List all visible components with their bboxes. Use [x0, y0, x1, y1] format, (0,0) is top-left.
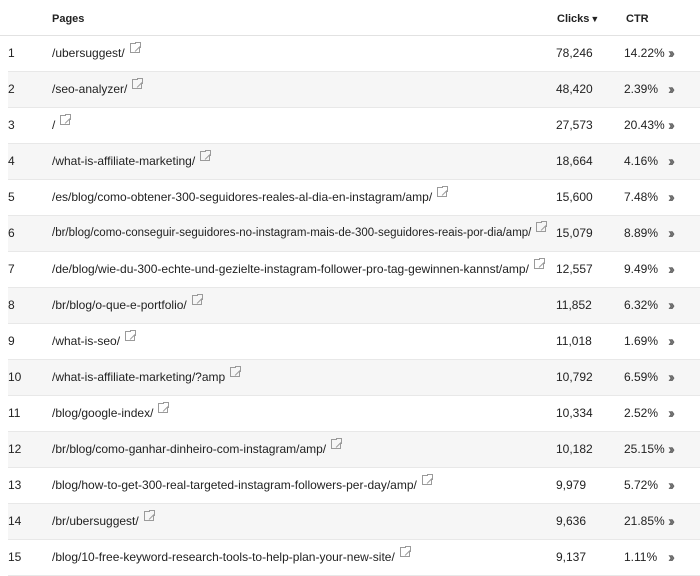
- row-rank: 4: [8, 154, 15, 168]
- external-link-icon[interactable]: [192, 295, 202, 305]
- table-row: [8, 468, 700, 504]
- external-link-icon[interactable]: [158, 403, 168, 413]
- row-rank: 2: [8, 82, 15, 96]
- chevron-glyph: ››: [668, 477, 672, 494]
- chevron-glyph: ››: [668, 45, 672, 62]
- table-body: [0, 36, 700, 576]
- row-page-path[interactable]: /br/blog/como-conseguir-seguidores-no-instagram-mais-de-300-seguidores-reais-por-dia/amp/: [52, 227, 532, 239]
- chevron-glyph: ››: [668, 333, 672, 350]
- row-page: [52, 396, 168, 431]
- column-header-pages: Pages: [52, 13, 85, 25]
- row-clicks: 11,852: [556, 298, 592, 312]
- row-ctr: 21.85%: [624, 514, 665, 528]
- row-page-path[interactable]: /br/ubersuggest/: [52, 514, 139, 528]
- row-ctr: 4.16%: [624, 154, 659, 168]
- row-page: [52, 504, 154, 539]
- row-ctr: 25.15%: [624, 442, 665, 456]
- double-chevron-right-icon[interactable]: [668, 396, 672, 431]
- external-link-icon[interactable]: [331, 439, 341, 449]
- double-chevron-right-icon[interactable]: [668, 72, 672, 107]
- row-rank: 1: [8, 46, 15, 60]
- row-ctr: 9.49%: [624, 262, 659, 276]
- double-chevron-right-icon[interactable]: [668, 252, 672, 287]
- external-link-icon[interactable]: [144, 511, 154, 521]
- external-link-icon[interactable]: [536, 222, 546, 232]
- row-clicks: 78,246: [556, 46, 593, 60]
- chevron-glyph: ››: [668, 81, 672, 98]
- external-link-arrow: [541, 225, 547, 231]
- row-page-path[interactable]: /blog/how-to-get-300-real-targeted-instagram-followers-per-day/amp/: [52, 478, 417, 492]
- row-ctr: 7.48%: [624, 190, 659, 204]
- row-page: [52, 144, 210, 179]
- row-ctr: 5.72%: [624, 478, 659, 492]
- double-chevron-right-icon[interactable]: [668, 216, 672, 251]
- table-row: [8, 216, 700, 252]
- double-chevron-right-icon[interactable]: [668, 504, 672, 539]
- external-link-arrow: [163, 406, 169, 412]
- row-page: [52, 180, 447, 215]
- external-link-arrow: [427, 478, 433, 484]
- double-chevron-right-icon[interactable]: [668, 288, 672, 323]
- table-row: [8, 108, 700, 144]
- external-link-arrow: [134, 46, 140, 52]
- row-page-path[interactable]: /br/blog/como-ganhar-dinheiro-com-instagram/amp/: [52, 442, 327, 456]
- external-link-icon[interactable]: [534, 259, 544, 269]
- row-clicks: 11,018: [556, 334, 592, 348]
- external-link-icon[interactable]: [422, 475, 432, 485]
- chevron-glyph: ››: [668, 117, 672, 134]
- row-page: [52, 72, 142, 107]
- table-row: [8, 72, 700, 108]
- table-header: [0, 0, 700, 36]
- external-link-icon[interactable]: [437, 187, 447, 197]
- row-page: [52, 288, 202, 323]
- double-chevron-right-icon[interactable]: [668, 36, 672, 71]
- chevron-glyph: ››: [668, 369, 672, 386]
- row-page-path[interactable]: /es/blog/como-obtener-300-seguidores-reales-al-dia-en-instagram/amp/: [52, 190, 433, 204]
- external-link-icon[interactable]: [130, 43, 140, 53]
- row-clicks: 12,557: [556, 262, 593, 276]
- external-link-arrow: [405, 550, 411, 556]
- row-ctr: 1.11%: [624, 550, 658, 564]
- column-header-ctr: CTR: [626, 13, 649, 25]
- double-chevron-right-icon[interactable]: [668, 108, 672, 143]
- row-page-path[interactable]: /ubersuggest/: [52, 46, 125, 60]
- external-link-arrow: [130, 334, 136, 340]
- table-row: [8, 324, 700, 360]
- row-rank: 3: [8, 118, 15, 132]
- chevron-glyph: ››: [668, 153, 672, 170]
- chevron-glyph: ››: [668, 261, 672, 278]
- row-clicks: 9,636: [556, 514, 587, 528]
- external-link-icon[interactable]: [200, 151, 210, 161]
- row-rank: 14: [8, 514, 22, 528]
- row-ctr: 20.43%: [624, 118, 665, 132]
- row-page-path[interactable]: /what-is-affiliate-marketing/?amp: [52, 370, 226, 384]
- row-clicks: 9,979: [556, 478, 587, 492]
- row-clicks: 10,182: [556, 442, 593, 456]
- table-row: [8, 540, 700, 576]
- row-rank: 11: [8, 406, 21, 420]
- row-page: [52, 432, 341, 467]
- double-chevron-right-icon[interactable]: [668, 360, 672, 395]
- row-page-path[interactable]: /what-is-seo/: [52, 334, 121, 348]
- row-clicks: 10,792: [556, 370, 593, 384]
- row-page-path[interactable]: /de/blog/wie-du-300-echte-und-gezielte-instagram-follower-pro-tag-gewinnen-kannst/amp/: [52, 262, 529, 276]
- row-rank: 7: [8, 262, 15, 276]
- double-chevron-right-icon[interactable]: [668, 432, 672, 467]
- row-page-path[interactable]: /: [52, 118, 56, 132]
- row-ctr: 8.89%: [624, 226, 659, 240]
- row-page: [52, 36, 140, 71]
- row-page: [52, 468, 432, 503]
- row-page-path[interactable]: /blog/10-free-keyword-research-tools-to-help-plan-your-new-site/: [52, 550, 395, 564]
- external-link-arrow: [336, 442, 342, 448]
- double-chevron-right-icon[interactable]: [668, 144, 672, 179]
- table-row: [8, 288, 700, 324]
- chevron-glyph: ››: [668, 441, 672, 458]
- row-page: [52, 324, 135, 359]
- row-rank: 9: [8, 334, 15, 348]
- row-rank: 8: [8, 298, 15, 312]
- row-clicks: 15,600: [556, 190, 593, 204]
- table-row: [8, 144, 700, 180]
- external-link-icon[interactable]: [60, 115, 70, 125]
- row-clicks: 10,334: [556, 406, 593, 420]
- table-row: [8, 252, 700, 288]
- row-rank: 12: [8, 442, 22, 456]
- table-row: [8, 396, 700, 432]
- external-link-icon[interactable]: [230, 367, 240, 377]
- table-row: [8, 432, 700, 468]
- row-rank: 6: [8, 226, 15, 240]
- row-page: [52, 540, 410, 575]
- double-chevron-right-icon[interactable]: [668, 540, 672, 575]
- chevron-glyph: ››: [668, 297, 672, 314]
- table-row: [8, 504, 700, 540]
- row-rank: 15: [8, 550, 22, 564]
- row-rank: 5: [8, 190, 15, 204]
- table-row: [8, 36, 700, 72]
- external-link-arrow: [539, 262, 545, 268]
- external-link-arrow: [137, 82, 143, 88]
- row-rank: 10: [8, 370, 22, 384]
- row-page: [52, 108, 70, 143]
- chevron-glyph: ››: [668, 513, 672, 530]
- row-ctr: 6.32%: [624, 298, 659, 312]
- table-row: [8, 360, 700, 396]
- external-link-icon[interactable]: [400, 547, 410, 557]
- row-page-path[interactable]: /br/blog/o-que-e-portfolio/: [52, 298, 187, 312]
- row-ctr: 2.39%: [624, 82, 659, 96]
- row-ctr: 2.52%: [624, 406, 659, 420]
- table-row: [8, 180, 700, 216]
- row-page-path[interactable]: /seo-analyzer/: [52, 82, 128, 96]
- sort-desc-icon[interactable]: ▼: [590, 14, 600, 24]
- external-link-arrow: [148, 514, 154, 520]
- external-link-arrow: [65, 118, 71, 124]
- row-page-path[interactable]: /what-is-affiliate-marketing/: [52, 154, 196, 168]
- row-clicks: 9,137: [556, 550, 587, 564]
- row-page: [52, 252, 544, 287]
- external-link-icon[interactable]: [125, 331, 135, 341]
- row-page: [52, 216, 546, 251]
- external-link-arrow: [196, 298, 202, 304]
- double-chevron-right-icon[interactable]: [668, 180, 672, 215]
- row-page: [52, 360, 240, 395]
- column-header-clicks[interactable]: [557, 13, 599, 25]
- external-link-icon[interactable]: [132, 79, 142, 89]
- external-link-arrow: [205, 154, 211, 160]
- double-chevron-right-icon[interactable]: [668, 324, 672, 359]
- row-ctr: 6.59%: [624, 370, 659, 384]
- row-ctr: 1.69%: [624, 334, 659, 348]
- chevron-glyph: ››: [668, 189, 672, 206]
- row-ctr: 14.22%: [624, 46, 665, 60]
- row-page-path[interactable]: /blog/google-index/: [52, 406, 154, 420]
- row-rank: 13: [8, 478, 22, 492]
- external-link-arrow: [235, 370, 241, 376]
- row-clicks: 48,420: [556, 82, 593, 96]
- chevron-glyph: ››: [668, 225, 672, 242]
- chevron-glyph: ››: [668, 405, 672, 422]
- double-chevron-right-icon[interactable]: [668, 468, 672, 503]
- column-header-clicks-label: Clicks: [557, 13, 590, 25]
- external-link-arrow: [442, 190, 448, 196]
- row-clicks: 15,079: [556, 226, 593, 240]
- chevron-glyph: ››: [668, 549, 672, 566]
- row-clicks: 18,664: [556, 154, 593, 168]
- row-clicks: 27,573: [556, 118, 593, 132]
